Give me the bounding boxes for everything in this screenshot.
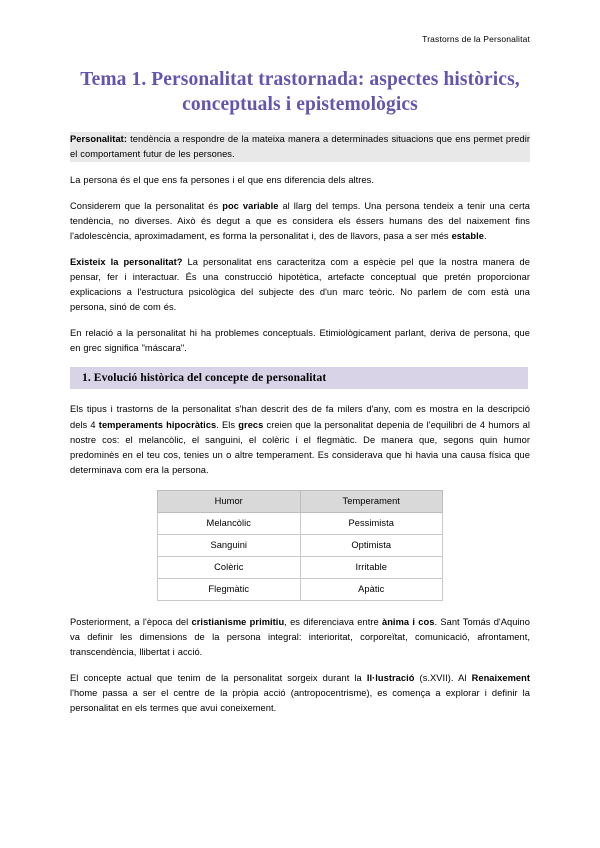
table-row	[158, 578, 443, 600]
paragraph-cristianisme-a: Posteriorment, a l'època del	[70, 616, 192, 627]
paragraph-cristianisme-b: , es diferenciava entre	[284, 616, 382, 627]
term-poc-variable: poc variable	[222, 201, 279, 212]
paragraph-personalitat-definition	[70, 132, 530, 162]
paragraph-temperaments-c: creien que la personalitat depenia de l'equilibri de 4 humors al nostre cos: el melancòlic, el sanguini, el colèric i el flegmàtic. De manera que, segons quin humor predominès en el teu cos, tenies un o altre temperament. Es considerava que hi havia una causa física que determinava com era la persona.	[70, 419, 531, 475]
term-temperaments-hipocratics: temperaments hipocràtics	[98, 419, 217, 430]
paragraph-temperaments	[70, 402, 530, 477]
paragraph-personalitat-definition-text: tendència a respondre de la mateixa manera a determinades situacions que ens permet predir el comportament futur de les persones.	[70, 133, 530, 159]
table-cell-temperament: Irritable	[300, 556, 443, 578]
paragraph-temperaments-b: . Els	[216, 419, 239, 430]
table-cell-temperament: Apàtic	[300, 578, 443, 600]
term-illustracio: Il·lustració	[366, 672, 415, 683]
table-row	[158, 512, 443, 534]
paragraph-considerem-b: al llarg del temps. Una persona tendeix a tenir una certa tendència, no diverses. Això és degut a que es considera els éssers humans des del naixement fins l'adolescència, aproximadament, es forma la personalitat i, des de llavors, pasa a ser més	[70, 201, 530, 242]
paragraph-considerem-a: Considerem que la personalitat és	[70, 201, 223, 212]
paragraph-illustracio	[70, 671, 530, 716]
term-anima-i-cos: ànima i cos	[381, 616, 435, 627]
paragraph-illustracio-a: El concepte actual que tenim de la personalitat sorgeix durant la	[70, 672, 367, 683]
paragraph-existeix	[70, 255, 530, 315]
section-heading-1: 1. Evolució històrica del concepte de personalitat	[70, 367, 528, 389]
table-cell-humor: Colèric	[158, 556, 301, 578]
paragraph-cristianisme	[70, 615, 530, 660]
term-cristianisme-primitiu: cristianisme primitiu	[191, 616, 285, 627]
table-column-header-temperament: Temperament	[300, 490, 443, 512]
humor-temperament-table	[157, 490, 443, 601]
paragraph-temperaments-a: Els tipus i trastorns de la personalitat s'han descrit des de fa milers d'any, com es mostra en la descripció dels 4	[70, 404, 530, 430]
term-estable: estable	[451, 231, 484, 242]
question-existeix-la-personalitat: Existeix la personalitat?	[70, 257, 183, 268]
paragraph-considerem-c: .	[483, 231, 487, 242]
paragraph-illustracio-b: (s.XVII). Al	[414, 672, 472, 683]
table-column-header-humor: Humor	[158, 490, 301, 512]
page-title: Tema 1. Personalitat trastornada: aspectes històrics, conceptuals i epistemològics	[80, 69, 520, 115]
paragraph-etimologia: En relació a la personalitat hi ha problemes conceptuals. Etimiològicament parlant, deriva de persona, que en grec significa "máscara".	[70, 328, 530, 354]
term-personalitat: Personalitat:	[70, 133, 127, 144]
paragraph-illustracio-c: l'home passa a ser el centre de la pròpia acció (antropocentrisme), es comença a explorar i definir la personalitat en els termes que avui coneixement.	[70, 687, 530, 713]
paragraph-existeix-text: La personalitat ens caracteritza com a espècie pel que la nostra manera de pensar, fer i interactuar. És una construcció hipotètica, artefacte conceptual que pretén proporcionar explicacions a l'estructura psicològica del subjecte des d'un marc teòric. No parlem de com està una persona, sinó de com és.	[70, 257, 530, 313]
table-row	[158, 556, 443, 578]
table-cell-humor: Flegmàtic	[158, 578, 301, 600]
table-cell-temperament: Optimista	[300, 534, 443, 556]
table-header-row	[158, 490, 443, 512]
term-grecs: grecs	[238, 419, 264, 430]
table-row	[158, 534, 443, 556]
table-cell-temperament: Pessimista	[300, 512, 443, 534]
term-renaixement: Renaixement	[471, 672, 530, 683]
paragraph-cristianisme-c: . Sant Tomás d'Aquino va definir les dimensions de la persona integral: interioritat, corporeïtat, comunicació, afrontament, transcendència, llibertat i acció.	[70, 616, 530, 657]
running-header: Trastorns de la Personalitat	[422, 34, 530, 44]
table-cell-humor: Melancòlic	[158, 512, 301, 534]
paragraph-la-persona: La persona és el que ens fa persones i el que ens diferencia dels altres.	[70, 175, 374, 185]
table-cell-humor: Sanguini	[158, 534, 301, 556]
document-content	[70, 68, 530, 727]
paragraph-considerem	[70, 199, 530, 244]
